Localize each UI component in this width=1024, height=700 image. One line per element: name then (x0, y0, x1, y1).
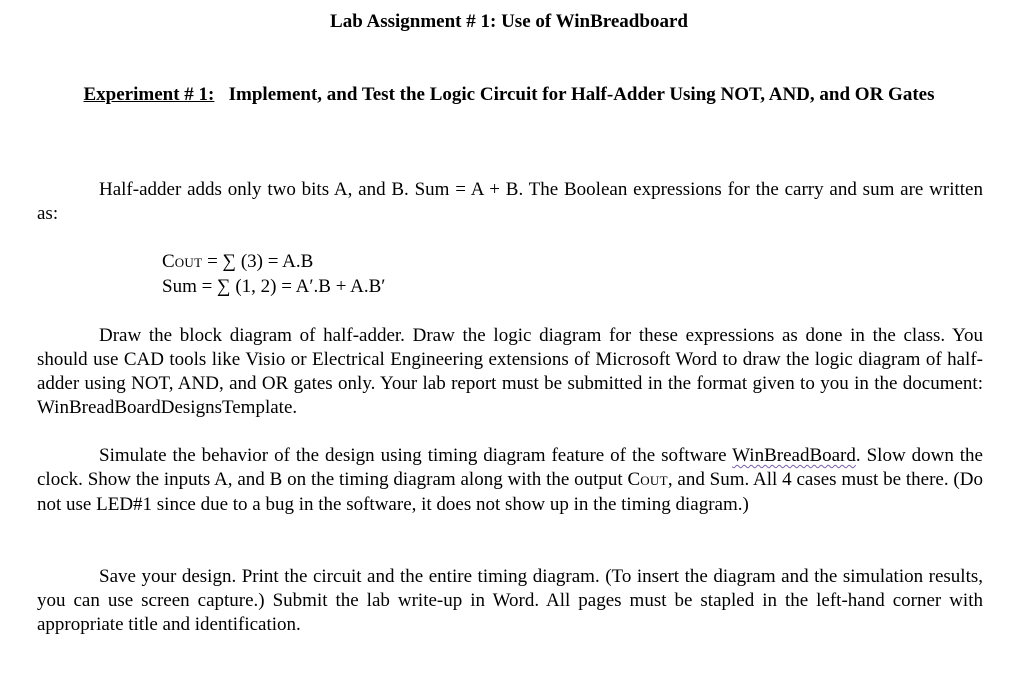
block-diagram-paragraph (37, 324, 983, 420)
intro-paragraph (37, 178, 983, 226)
simulation-paragraph (37, 444, 983, 517)
cout-symbol: C (162, 251, 175, 272)
block-diagram-paragraph-text: Draw the block diagram of half-adder. Draw the logic diagram for these expressions as done in the class. You should use CAD tools like Visio or Electrical Engineering extensions of Microsoft Word to draw the logic diagram of half-adder using NOT, AND, and OR gates only. Your lab report must be submitted in the format given to you in the document: WinBreadBoardDesignsTemplate. (37, 325, 983, 418)
simulation-text-1: Simulate the behavior of the design using timing diagram feature of the software (99, 445, 733, 466)
carry-equation (162, 250, 385, 275)
carry-expression: = ∑ (3) = A.B (202, 251, 314, 272)
cout-subscript-inline: OUT (640, 473, 668, 488)
experiment-label: Experiment # 1: (83, 84, 215, 105)
cout-subscript: OUT (174, 255, 203, 270)
experiment-title: Implement, and Test the Logic Circuit for Half-Adder Using NOT, AND, and OR Gates (228, 84, 935, 105)
simulation-text-3: , and Sum. All 4 cases must be there. (Do not use LED#1 since due to a bug in the software, it does not show up in the timing diagram.) (37, 469, 983, 515)
lab-title: Lab Assignment # 1: Use of WinBreadboard (330, 11, 688, 32)
sum-equation: Sum = ∑ (1, 2) = A′.B + A.B′ (162, 276, 386, 297)
cout-symbol-inline: C (627, 469, 641, 490)
software-name: WinBreadBoard (732, 445, 856, 466)
experiment-heading (36, 82, 982, 107)
submission-paragraph-text: Save your design. Print the circuit and the entire timing diagram. (To insert the diagram and the simulation results, you can use screen capture.) Submit the lab write-up in Word. All pages must be stapled in the left-hand corner with appropriate title and identification. (37, 566, 983, 635)
submission-paragraph (37, 565, 983, 637)
boolean-equations (162, 250, 385, 299)
simulation-text-2: . Slow down the clock. Show the inputs A, and B on the timing diagram along with the output (37, 445, 983, 490)
intro-paragraph-text: Half-adder adds only two bits A, and B. Sum = A + B. The Boolean expressions for the carry and sum are written as: (37, 179, 983, 224)
